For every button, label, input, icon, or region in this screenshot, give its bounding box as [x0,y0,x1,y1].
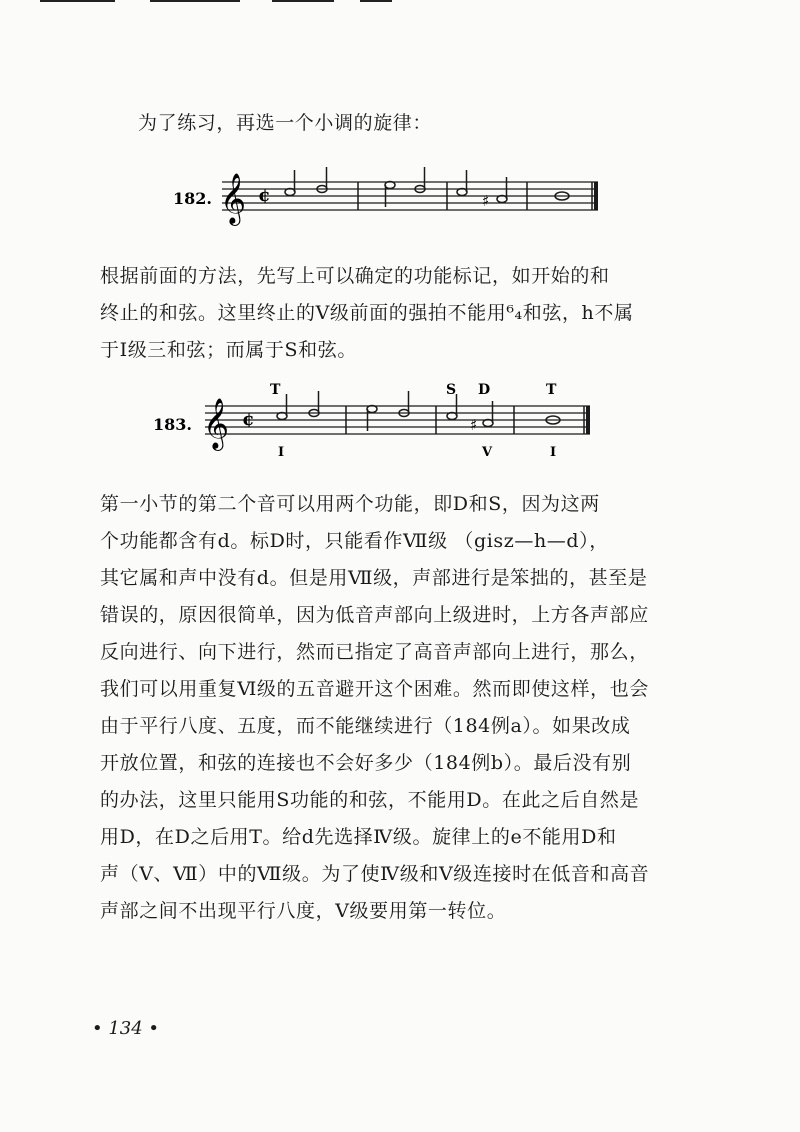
scan-edge-line [360,0,392,2]
treble-clef-icon: 𝄞 [203,398,230,449]
text-line: 根据前面的方法，先写上可以确定的功能标记，如开始的和 [100,265,610,287]
function-label-t: T [270,382,281,398]
text-line: 于Ⅰ级三和弦；而属于S和弦。 [100,339,357,361]
text-line: 的办法，这里只能用S功能的和弦，不能用D。在此之后自然是 [100,789,640,811]
cut-time-icon: ¢ [242,409,255,430]
text-line: 声（Ⅴ、Ⅶ）中的Ⅶ级。为了使Ⅳ级和Ⅴ级连接时在低音和高音 [100,863,650,885]
cut-time-icon: ¢ [258,185,271,206]
function-label-t: T [546,382,557,398]
text-line: 我们可以用重复Ⅵ级的五音避开这个困难。然而即使这样，也会 [100,678,649,700]
function-label-s: S [446,382,457,398]
example-number: 183. [153,415,192,434]
scan-edge-line [150,0,240,2]
music-example-182 [0,160,800,230]
sharp-icon: ♯ [482,192,490,210]
degree-label-v: V [482,445,493,460]
degree-label-i: I [550,445,557,460]
example-number: 182. [173,189,212,208]
music-example-183 [0,378,800,460]
text-line: 用D，在D之后用T。给d先选择Ⅳ级。旋律上的e不能用D和 [100,826,617,848]
treble-clef-icon: 𝄞 [220,173,247,224]
function-label-d: D [478,382,491,398]
degree-label-i: I [278,445,285,460]
text-line: 其它属和声中没有d。但是用Ⅶ级，声部进行是笨拙的，甚至是 [100,567,648,589]
text-line: 个功能都含有d。标D时，只能看作Ⅶ级 （gisz—h—d）， [100,530,609,552]
text-line: 声部之间不出现平行八度，Ⅴ级要用第一转位。 [100,900,507,922]
text-line: 第一小节的第二个音可以用两个功能，即D和S，因为这两 [100,493,600,515]
page-number: • 134 • [92,1018,160,1039]
text-line: 由于平行八度、五度，而不能继续进行（184例a）。如果改成 [100,715,631,737]
text-line: 开放位置，和弦的连接也不会好多少（184例b）。最后没有别 [100,752,632,774]
text-line: 终止的和弦。这里终止的Ⅴ级前面的强拍不能用⁶₄和弦，h不属 [100,302,634,324]
scan-edge-line [272,0,334,2]
paragraph-1 [100,258,700,369]
sharp-icon: ♯ [470,416,478,434]
paragraph-2 [100,486,700,930]
intro-line: 为了练习，再选一个小调的旋律： [138,112,433,134]
text-line: 错误的，原因很简单，因为低音声部向上级进时，上方各声部应 [100,604,649,626]
text-line: 反向进行、向下进行，然而已指定了高音声部向上进行，那么， [100,641,649,663]
scan-edge-line [40,0,115,2]
